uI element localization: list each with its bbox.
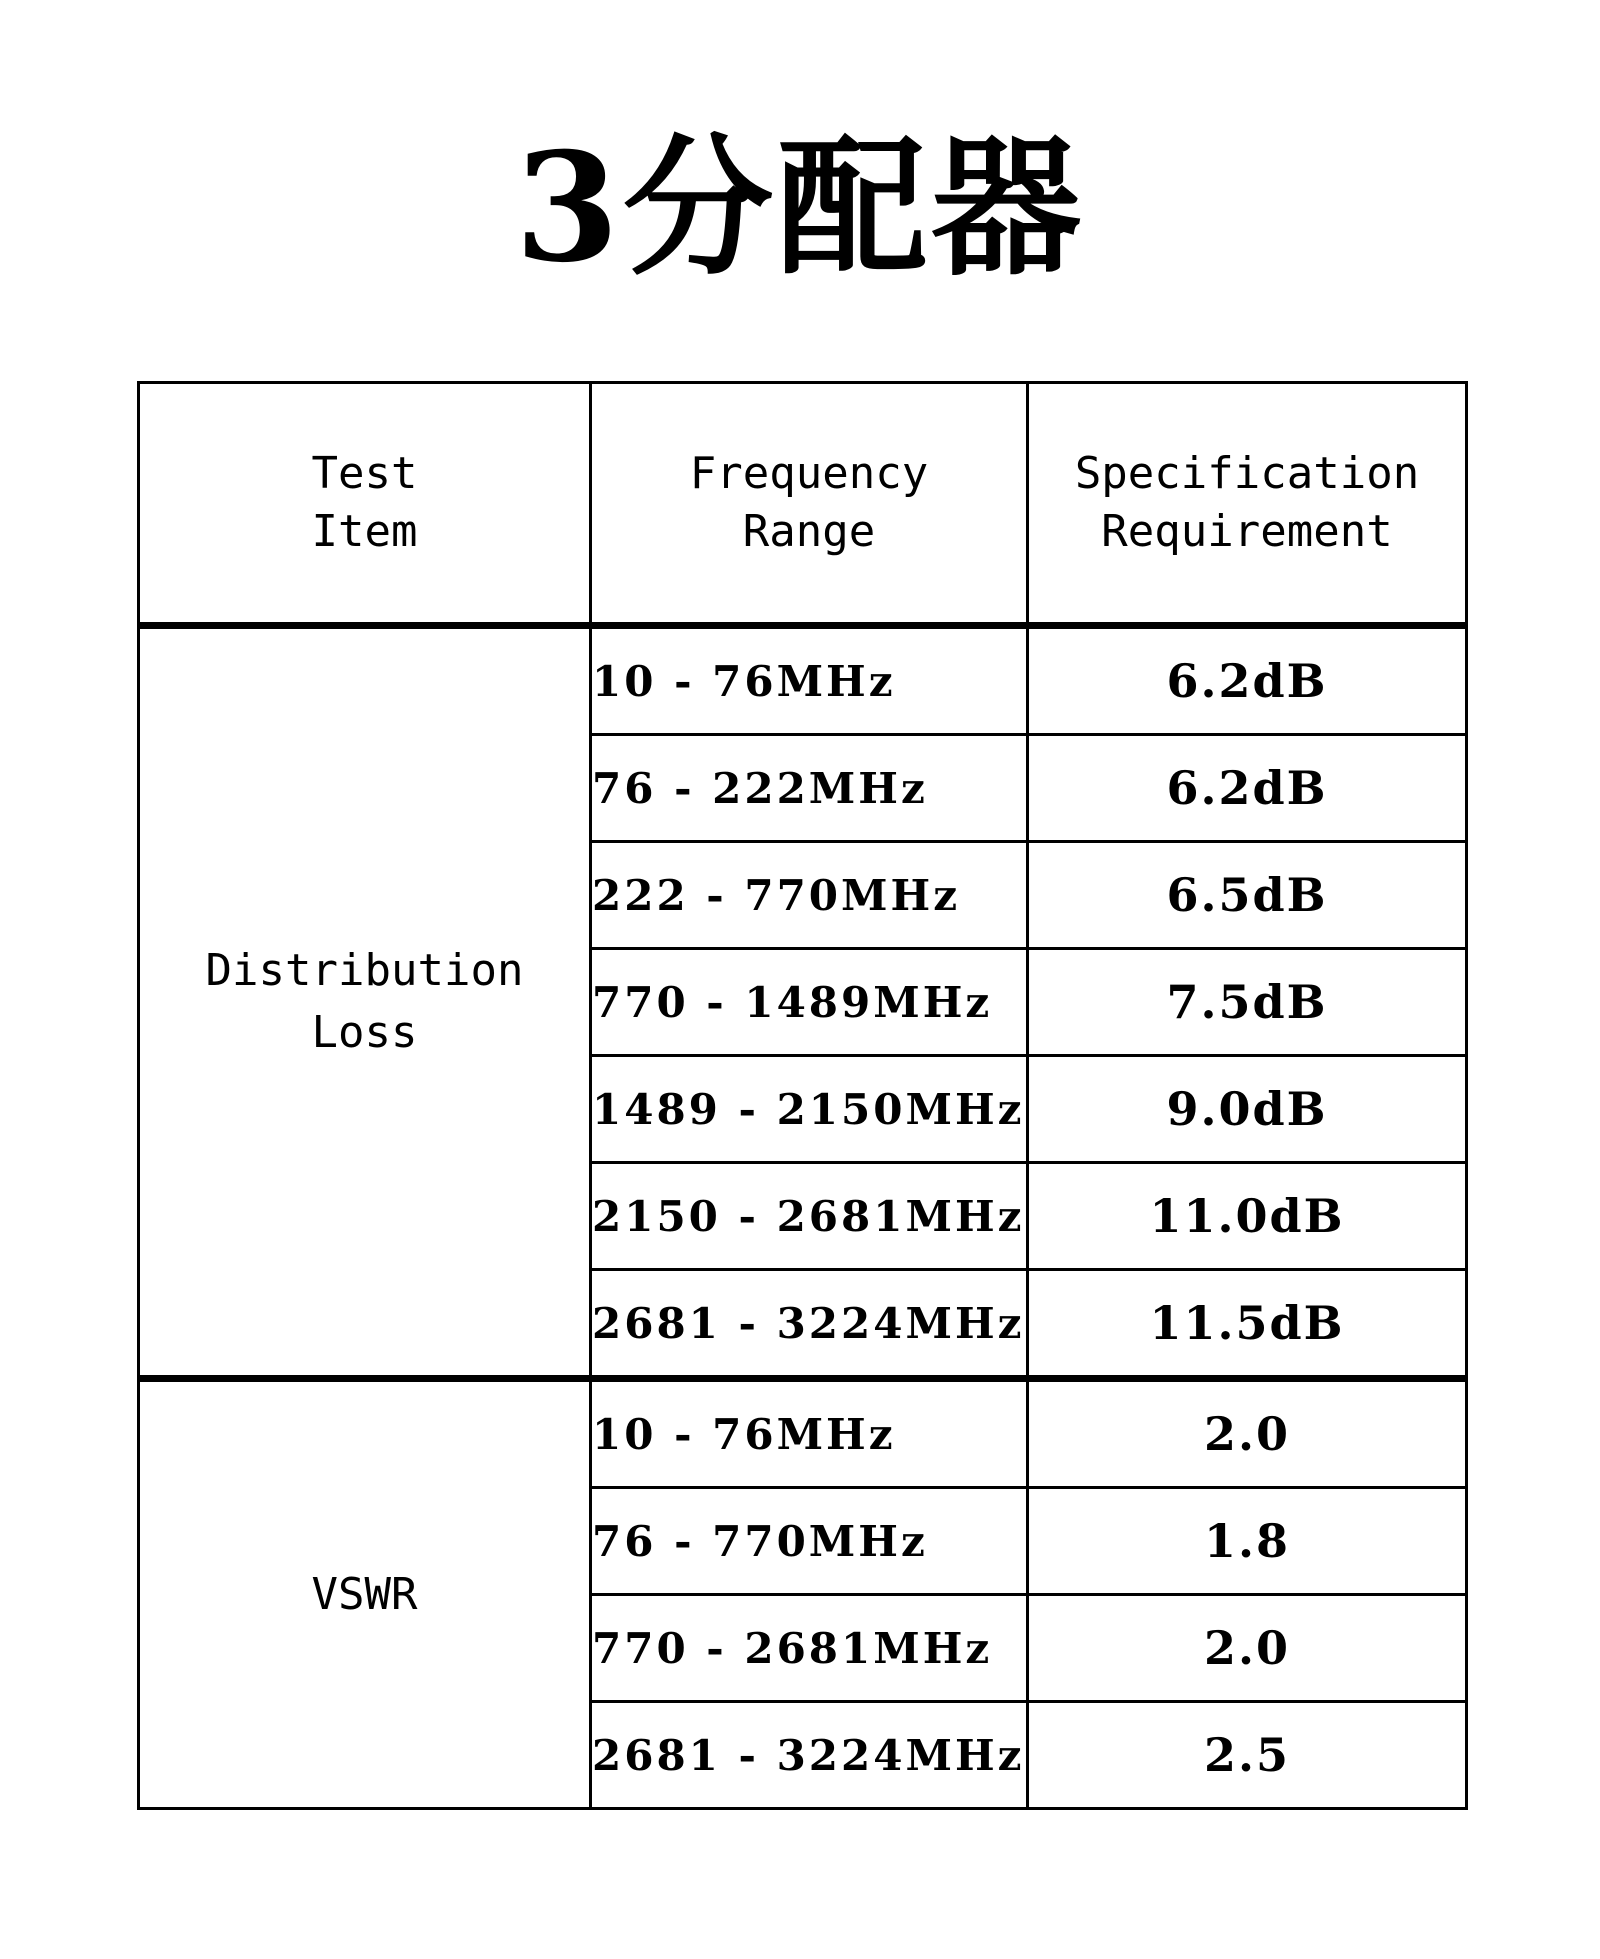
- table-row: [139, 626, 1467, 735]
- table-row: [139, 1379, 1467, 1488]
- spec-value-cell: 6.2dB: [1028, 626, 1467, 735]
- spec-value-cell: 2.5: [1028, 1702, 1467, 1809]
- spec-value-cell: 11.0dB: [1028, 1163, 1467, 1270]
- spec-value-cell: 11.5dB: [1028, 1270, 1467, 1379]
- frequency-range-cell: 10 - 76MHz: [591, 626, 1028, 735]
- frequency-range-cell: 10 - 76MHz: [591, 1379, 1028, 1488]
- frequency-range-cell: 770 - 2681MHz: [591, 1595, 1028, 1702]
- frequency-range-cell: 770 - 1489MHz: [591, 949, 1028, 1056]
- frequency-range-cell: 2681 - 3224MHz: [591, 1702, 1028, 1809]
- header-line: Range: [742, 506, 876, 557]
- spec-value-cell: 2.0: [1028, 1595, 1467, 1702]
- header-line: Item: [311, 506, 418, 557]
- spec-value-cell: 6.2dB: [1028, 735, 1467, 842]
- group-label-line: Loss: [311, 1007, 418, 1058]
- header-line: Frequency: [689, 448, 929, 499]
- spec-value-cell: 2.0: [1028, 1379, 1467, 1488]
- spec-value-cell: 7.5dB: [1028, 949, 1467, 1056]
- spec-value-cell: 1.8: [1028, 1488, 1467, 1595]
- frequency-range-cell: 2150 - 2681MHz: [591, 1163, 1028, 1270]
- group-label-line: Distribution: [205, 945, 524, 996]
- header-line: Specification: [1074, 448, 1420, 499]
- header-line: Test: [311, 448, 418, 499]
- frequency-range-cell: 2681 - 3224MHz: [591, 1270, 1028, 1379]
- spec-value-cell: 6.5dB: [1028, 842, 1467, 949]
- header-line: Requirement: [1101, 506, 1393, 557]
- frequency-range-cell: 222 - 770MHz: [591, 842, 1028, 949]
- group-vswr: [139, 1379, 591, 1809]
- page-title: 3分配器: [514, 120, 1086, 296]
- header-test-item: [139, 383, 591, 626]
- group-label-line: VSWR: [311, 1568, 418, 1620]
- spec-table: [137, 381, 1468, 1810]
- spec-value-cell: 9.0dB: [1028, 1056, 1467, 1163]
- group-distribution-loss: [139, 626, 591, 1379]
- header-frequency-range: [591, 383, 1028, 626]
- header-specification-requirement: [1028, 383, 1467, 626]
- frequency-range-cell: 1489 - 2150MHz: [591, 1056, 1028, 1163]
- frequency-range-cell: 76 - 770MHz: [591, 1488, 1028, 1595]
- frequency-range-cell: 76 - 222MHz: [591, 735, 1028, 842]
- header-row: [139, 383, 1467, 626]
